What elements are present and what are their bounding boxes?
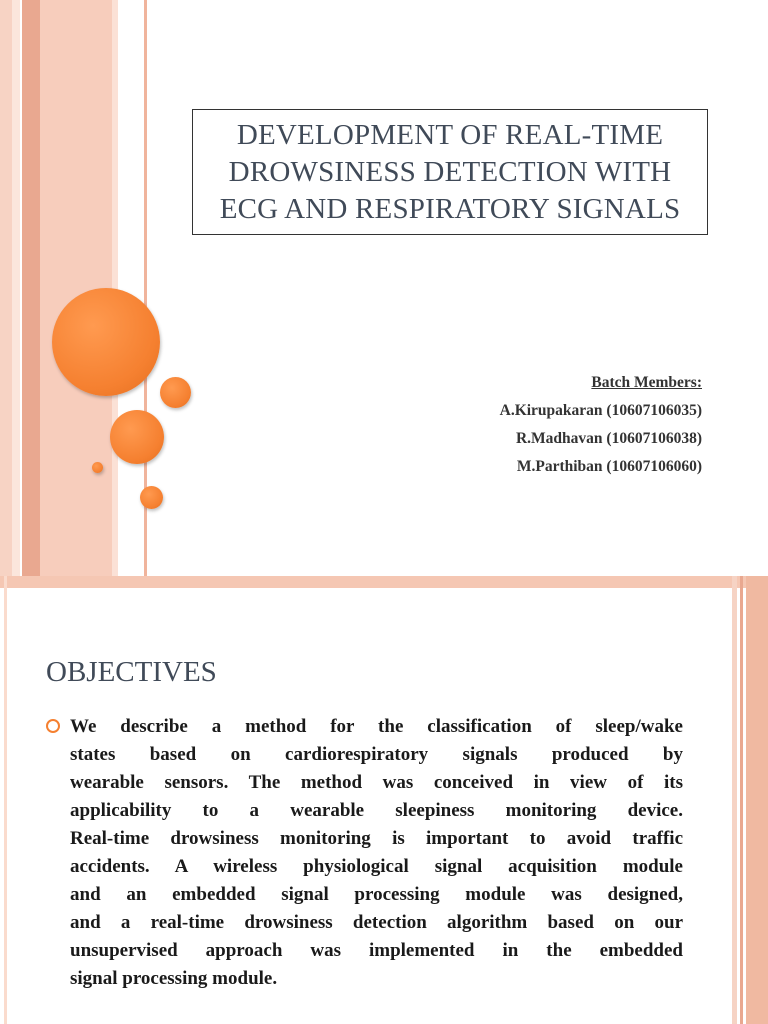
text-line: We describe a method for the classification of sleep/wake [70,716,683,737]
decorative-stripe [732,576,737,1024]
batch-members [500,369,702,481]
title-line: DEVELOPMENT OF REAL-TIME [236,118,664,151]
decorative-stripe [22,0,40,576]
decorative-stripe [4,576,7,1024]
decorative-circle-small [160,377,191,408]
slide-title [220,117,681,228]
member-name: R.Madhavan (10607106038) [515,430,702,447]
objectives-slide [0,576,768,1024]
title-line: DROWSINESS DETECTION WITH [228,155,672,188]
decorative-circle-medium [110,410,164,464]
decorative-stripe [746,576,768,1024]
decorative-band [0,576,768,588]
title-line: ECG AND RESPIRATORY SIGNALS [219,192,681,225]
text-line: and an embedded signal processing module was designed, [70,884,683,905]
text-line: signal processing module. [70,968,278,989]
decorative-stripe [740,576,743,1024]
member-name: A.Kirupakaran (10607106035) [499,402,702,419]
text-line: unsupervised approach was implemented in the embedded [70,940,683,961]
member-name: M.Parthiban (10607106060) [516,458,702,475]
text-line: wearable sensors. The method was conceived in view of its [70,772,683,793]
objectives-text [70,713,683,993]
text-line: states based on cardiorespiratory signals produced by [70,744,683,765]
text-line: Real-time drowsiness monitoring is important to avoid traffic [70,828,683,849]
title-box [192,109,708,235]
objectives-heading: OBJECTIVES [46,656,217,688]
decorative-stripe [12,0,20,576]
decorative-circle-large [52,288,160,396]
text-line: applicability to a wearable sleepiness monitoring device. [70,800,683,821]
members-heading: Batch Members: [591,374,702,391]
decorative-circle-tiny [92,462,103,473]
bullet-ring-icon [46,719,60,733]
decorative-stripe [0,0,12,576]
decorative-circle-small [140,486,163,509]
text-line: and a real-time drowsiness detection algorithm based on our [70,912,683,933]
text-line: accidents. A wireless physiological signal acquisition module [70,856,683,877]
